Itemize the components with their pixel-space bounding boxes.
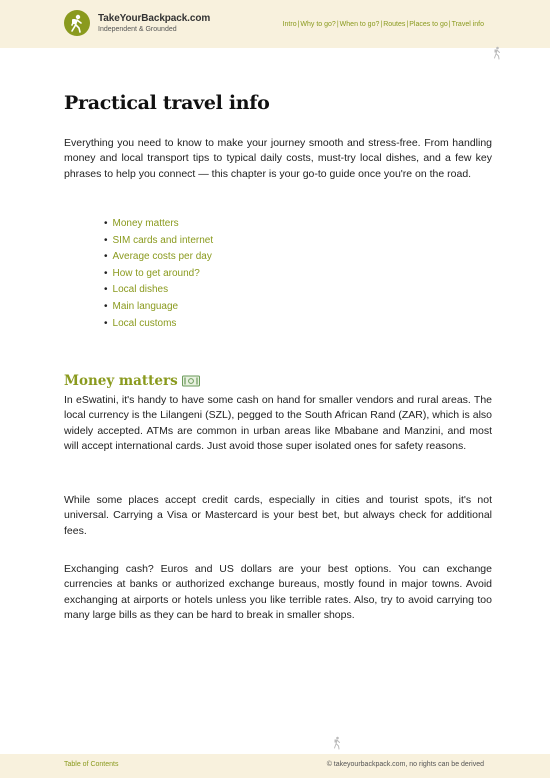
nav-intro[interactable]: Intro (282, 21, 297, 28)
nav-when-to-go[interactable]: When to go? (339, 21, 380, 28)
logo-hiker-icon (64, 10, 90, 36)
list-item (104, 249, 213, 266)
top-nav (283, 21, 484, 28)
section-links (104, 216, 213, 332)
page-footer (0, 754, 550, 778)
body-paragraph: In eSwatini, it's handy to have some cash on hand for smaller vendors and rural areas. The local currency is the Lilangeni (SZL), pegged to the South African Rand (ZAR), which is also widely accepted. ATMs are common in urban areas like Mbabane and Manzini, and most will accept international cards. Just avoid those super isolated ones for safety reasons. (64, 394, 492, 452)
hiker-icon (332, 736, 342, 750)
brand-tagline: Independent & Grounded (98, 25, 177, 33)
hiker-icon (492, 46, 502, 60)
nav-separator: | (406, 21, 409, 28)
list-item (104, 282, 213, 299)
link-average-costs[interactable]: Average costs per day (112, 251, 212, 263)
nav-routes[interactable]: Routes (383, 21, 406, 28)
intro-paragraph: Everything you need to know to make your journey smooth and stress-free. From handling money and local transport tips to typical daily costs, must-try local dishes, and a few key phrases to help you connect — this chapter is your go-to guide once you're on the road. (64, 137, 492, 180)
nav-separator: | (448, 21, 451, 28)
list-item (104, 299, 213, 316)
copyright-text: © takeyourbackpack.com, no rights can be derived (326, 761, 484, 768)
link-local-dishes[interactable]: Local dishes (112, 284, 169, 296)
nav-travel-info[interactable]: Travel info (451, 21, 484, 28)
table-of-contents-link[interactable]: Table of Contents (64, 761, 119, 768)
list-item (104, 266, 213, 283)
nav-separator: | (380, 21, 383, 28)
page-header (0, 0, 550, 48)
nav-why-to-go[interactable]: Why to go? (300, 21, 336, 28)
link-local-customs[interactable]: Local customs (112, 317, 177, 329)
list-item (104, 216, 213, 233)
link-sim-cards[interactable]: SIM cards and internet (112, 234, 214, 246)
money-icon (182, 375, 200, 387)
body-paragraph: While some places accept credit cards, especially in cities and tourist spots, it's not universal. Carrying a Visa or Mastercard is your best bet, but always check for additional fees. (64, 494, 492, 537)
page-title: Practical travel info (64, 92, 270, 114)
link-money-matters[interactable]: Money matters (112, 218, 179, 229)
body-paragraph: Exchanging cash? Euros and US dollars are your best options. You can exchange currencies at banks or authorized exchange bureaus, mostly found in major towns. Avoid exchanging at airports or hotels unless you like terrible rates. Also, try to avoid carrying too many large bills as they can be hard to break in smaller shops. (64, 563, 492, 621)
brand[interactable] (64, 10, 210, 36)
list-item (104, 233, 213, 250)
section-heading (64, 373, 200, 389)
brand-name: TakeYourBackpack.com (98, 12, 211, 24)
nav-separator: | (297, 21, 300, 28)
link-get-around[interactable]: How to get around? (112, 267, 200, 279)
nav-separator: | (336, 21, 339, 28)
section-title: Money matters (64, 373, 178, 389)
link-main-language[interactable]: Main language (112, 300, 179, 312)
nav-places-to-go[interactable]: Places to go (409, 21, 448, 28)
list-item (104, 316, 213, 333)
